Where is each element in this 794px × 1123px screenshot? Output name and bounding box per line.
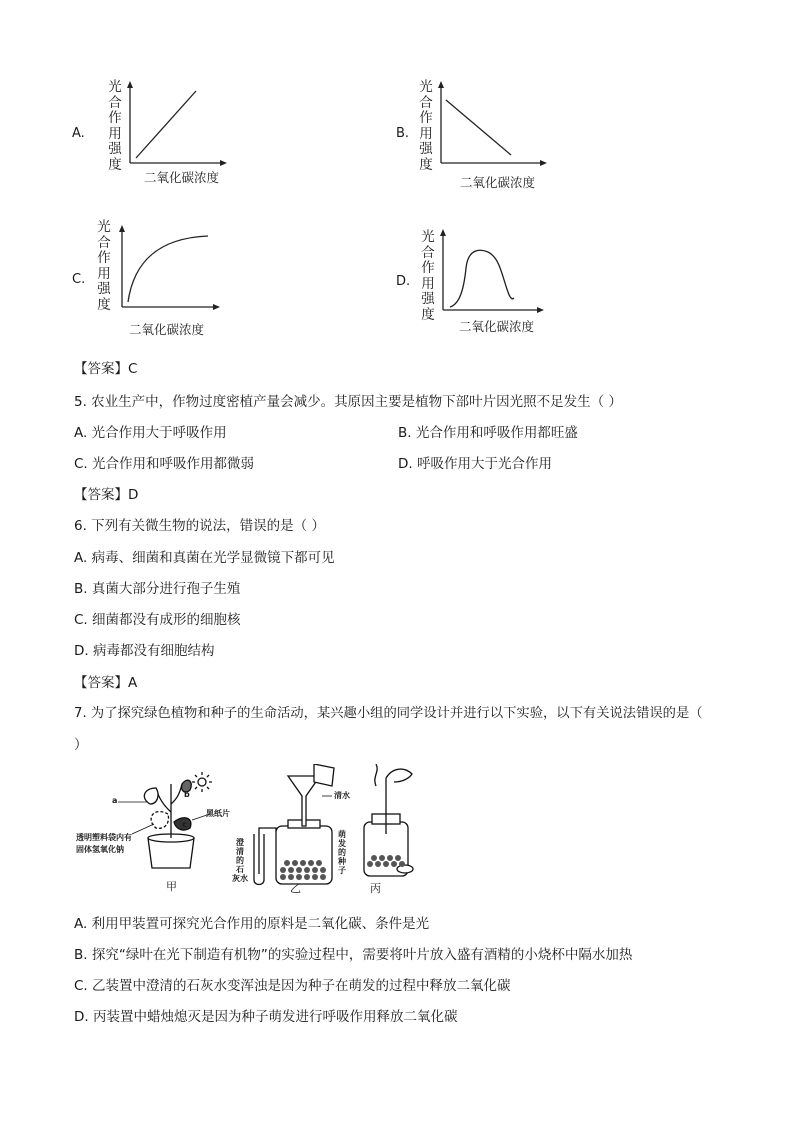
apparatus-jia [118,772,212,868]
y-axis-arrow [119,225,125,232]
branch-right [171,784,182,804]
x-axis-arrow [540,160,547,166]
smoke [375,764,377,786]
q5-stem: 5. 农业生产中，作物过度密植产量会减少。其原因主要是植物下部叶片因光照不足发生（ ） [74,394,622,410]
graph-c [70,220,230,340]
graph-d-letter: D. [396,274,411,289]
curve-line [128,236,208,302]
leaf-a-bag [151,812,168,829]
graph-b-plot [394,78,554,188]
graph-d-ylabel: 光 合 作 用 强 度 [421,229,435,323]
graph-a-ylabel: 光 合 作 用 强 度 [108,79,122,173]
graph-d-xlabel: 二氧化碳浓度 [459,319,535,334]
graph-a [70,78,230,188]
fig-caption-jia: 甲 [166,880,177,893]
fig-black-paper: 黑纸片 [206,809,230,818]
fig-caption-bing: 丙 [370,882,381,895]
graph-a-xlabel: 二氧化碳浓度 [144,170,220,185]
q7-option-c: C. 乙装置中澄清的石灰水变浑浊是因为种子在萌发的过程中释放二氧化碳 [74,978,511,994]
graph-a-letter: A. [72,126,85,141]
fig-label-c: c [182,820,187,829]
q7-option-a: A. 利用甲装置可探究光合作用的原料是二氧化碳、条件是光 [74,916,430,932]
pointer-bag [132,824,154,834]
q5-option-b: B. 光合作用和呼吸作用都旺盛 [398,425,578,441]
fig-seeds: 萌 发 的 种 子 [338,830,346,875]
graph-d [394,228,554,338]
q5-answer: 【答案】D [74,487,139,503]
q6-answer: 【答案】A [74,675,138,691]
sun-rays [192,772,212,792]
q5-option-d: D. 呼吸作用大于光合作用 [398,456,552,472]
graph-b-ylabel: 光 合 作 用 强 度 [419,79,433,173]
curve-line [450,250,514,307]
q6-stem: 6. 下列有关微生物的说法，错误的是（ ） [74,518,325,534]
leaf-left [144,788,158,804]
graph-b-letter: B. [396,126,410,141]
q6-option-a: A. 病毒、细菌和真菌在光学显微镜下都可见 [74,550,335,566]
y-axis-arrow [440,229,446,236]
graph-c-letter: C. [72,272,86,287]
q7-option-b: B. 探究“绿叶在光下制造有机物”的实验过程中，需要将叶片放入盛有酒精的小烧杯中隔水加热 [74,947,633,963]
lid [397,865,413,873]
graph-b-xlabel: 二氧化碳浓度 [460,175,536,190]
y-axis-arrow [127,81,133,88]
graph-c-ylabel: 光 合 作 用 强 度 [97,219,111,313]
x-axis-arrow [537,307,544,313]
x-axis-arrow [213,304,220,310]
q7-stem-line2: ） [74,737,88,753]
fig-label-a: a [112,796,118,805]
x-axis-arrow [220,160,227,166]
fig-bag-line1: 透明塑料袋内有 [76,833,132,842]
q7-apparatus-figure [70,764,430,894]
q5-option-a: A. 光合作用大于呼吸作用 [74,425,227,441]
q5-option-c: C. 光合作用和呼吸作用都微弱 [74,456,255,472]
fig-label-b: b [184,790,190,799]
hand [386,769,412,782]
q7-stem-line1: 7. 为了探究绿色植物和种子的生命活动，某兴趣小组的同学设计并进行以下实验，以下有关说法错误的是（ [74,706,703,721]
q7-option-d: D. 丙装置中蜡烛熄灭是因为种子萌发进行呼吸作用释放二氧化碳 [74,1009,458,1025]
fig-caption-yi: 乙 [290,882,301,895]
fig-clear-water: 清水 [334,791,350,800]
funnel [288,776,320,826]
q6-option-c: C. 细菌都没有成形的细胞核 [74,612,241,628]
sun [198,778,206,786]
q6-option-d: D. 病毒都没有细胞结构 [74,643,215,659]
curve-line [446,100,511,155]
graph-b [394,78,554,188]
graph-c-xlabel: 二氧化碳浓度 [129,322,205,337]
fig-limewater: 澄 清 的 石 灰水 [232,838,248,883]
apparatus-yi [254,764,334,885]
q4-answer: 【答案】C [74,361,138,377]
delivery-tube [259,828,276,874]
fig-bag-line2: 固体氢氧化钠 [76,845,124,854]
beaker [314,764,334,786]
q6-option-b: B. 真菌大部分进行孢子生殖 [74,581,241,597]
curve-line [136,91,196,158]
y-axis-arrow [438,81,444,88]
